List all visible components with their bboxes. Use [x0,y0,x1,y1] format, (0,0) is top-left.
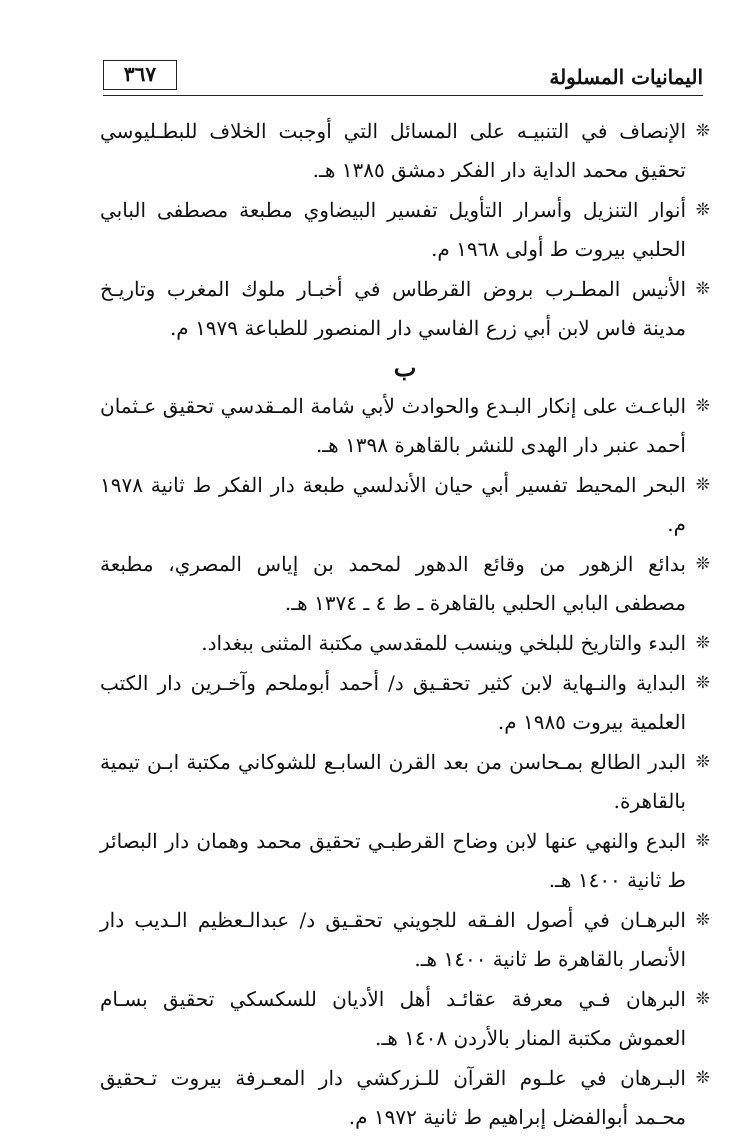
asterisk-icon: ❊ [695,752,710,772]
asterisk-icon: ❊ [695,673,710,693]
list-item [100,664,710,742]
list-item [100,822,710,900]
asterisk-icon: ❊ [695,633,710,653]
entry-text: البحر المحيط تفسير أبي حيان الأندلسي طبعة دار الفكر ط ثانية ١٩٧٨ م. [100,473,686,536]
entry-text: البرهـان في أصول الفـقه للجويني تحقـيق د/ عبدالـعظيم الـديب دار الأنصار بالقاهرة ط ثانية ١٤٠٠ هـ. [100,908,686,971]
entry-text: البداية والنـهاية لابن كثير تحقـيق د/ أحمد أبوملحم وآخـرين دار الكتب العلمية بيروت ١٩٨٥ م. [100,671,686,734]
entry-text: بدائع الزهور من وقائع الدهور لمحمد بن إياس المصري، مطبعة مصطفى البابي الحلبي بالقاهرة ـ ط ٤ ـ ١٣٧٤ هـ. [100,552,686,615]
page-number: ٣٦٧ [103,60,177,90]
section-letter: ب [393,353,417,382]
entry-text: البدع والنهي عنها لابن وضاح القرطبـي تحقيق محمد وهمان دار البصائر ط ثانية ١٤٠٠ هـ. [100,829,686,892]
entry-text: الإنصاف في التنبيـه على المسائل التي أوجبت الخلاف للبطـليوسي تحقيق محمد الداية دار الفكر دمشق ١٣٨٥ هـ. [100,119,686,182]
list-item [100,624,710,663]
header-rule [103,95,703,96]
entry-text: البـرهان في علـوم القرآن للـزركشي دار المعـرفة بيروت تـحقيق محـمد أبوالفضل إبراهيم ط ثانية ١٩٧٢ م. [100,1066,686,1129]
list-item [100,112,710,190]
entry-text: الأنيس المطـرب بروض القرطاس في أخبـار ملوك المغرب وتاريـخ مدينة فاس لابن أبي زرع الفاسي دار المنصور للطباعة ١٩٧٩ م. [100,277,686,340]
list-item [100,980,710,1058]
asterisk-icon: ❊ [695,279,710,299]
bibliography-list [100,112,710,1138]
asterisk-icon: ❊ [695,989,710,1009]
asterisk-icon: ❊ [695,396,710,416]
running-title: اليمانيات المسلولة [549,65,703,89]
asterisk-icon: ❊ [695,121,710,141]
list-item [100,387,710,465]
asterisk-icon: ❊ [695,200,710,220]
entry-text: الباعـث على إنكار البـدع والحوادث لأبي شامة المـقدسي تحقيق عـثمان أحمد عنبر دار الهدى للنشر بالقاهرة ١٣٩٨ هـ. [100,394,686,457]
list-item [100,1059,710,1137]
list-item [100,270,710,348]
entry-text: أنوار التنزيل وأسرار التأويل تفسير البيضاوي مطبعة مصطفى البابي الحلبي بيروت ط أولى ١٩٦٨ م. [100,198,686,261]
list-item [100,191,710,269]
list-item [100,545,710,623]
list-item [100,743,710,821]
page-header [103,60,703,100]
asterisk-icon: ❊ [695,554,710,574]
entry-text: البدء والتاريخ للبلخي وينسب للمقدسي مكتبة المثنى ببغداد. [201,631,686,655]
list-item [100,901,710,979]
asterisk-icon: ❊ [695,475,710,495]
entry-text: البدر الطالع بمـحاسن من بعد القرن السابـع للشوكاني مكتبة ابـن تيمية بالقاهرة. [100,750,686,813]
entry-text: البرهان فـي معرفة عقائـد أهل الأديان للسكسكي تحقيق بسـام العموش مكتبة المنار بالأردن ١٤٠٨ هـ. [100,987,686,1050]
list-item [100,466,710,544]
asterisk-icon: ❊ [695,910,710,930]
asterisk-icon: ❊ [695,1068,710,1088]
asterisk-icon: ❊ [695,831,710,851]
